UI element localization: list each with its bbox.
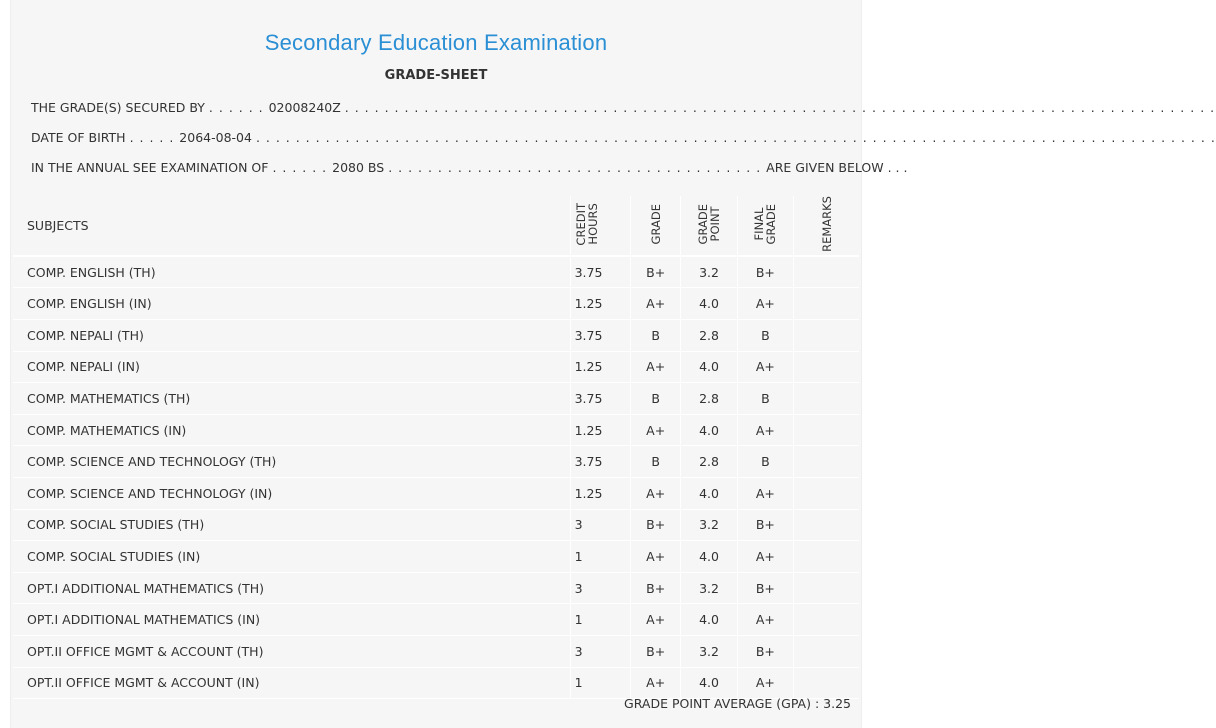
remarks-cell	[794, 320, 859, 352]
table-row	[13, 636, 859, 668]
final-grade-cell: B	[737, 383, 793, 415]
grade-point-cell: 4.0	[681, 288, 737, 320]
credit-hours-cell: 3.75	[570, 320, 630, 352]
subject-cell: COMP. ENGLISH (IN)	[13, 288, 570, 320]
grade-point-cell: 3.2	[681, 572, 737, 604]
table-row	[13, 667, 859, 699]
final-grade-cell: A+	[737, 667, 793, 699]
header-final-grade: FINAL GRADE	[737, 196, 793, 256]
table-row	[13, 414, 859, 446]
table-row	[13, 256, 859, 288]
subject-cell: OPT.I ADDITIONAL MATHEMATICS (IN)	[13, 604, 570, 636]
grade-point-cell: 4.0	[681, 478, 737, 510]
table-header-row	[13, 196, 859, 256]
final-grade-cell: B	[737, 446, 793, 478]
grade-point-cell: 4.0	[681, 667, 737, 699]
table-row	[13, 351, 859, 383]
credit-hours-cell: 1	[570, 667, 630, 699]
subject-cell: COMP. SOCIAL STUDIES (IN)	[13, 541, 570, 573]
credit-hours-cell: 3	[570, 509, 630, 541]
final-grade-cell: A+	[737, 351, 793, 383]
remarks-cell	[794, 478, 859, 510]
final-grade-cell: A+	[737, 288, 793, 320]
subject-cell: COMP. SOCIAL STUDIES (TH)	[13, 509, 570, 541]
final-grade-cell: A+	[737, 541, 793, 573]
secured-by-label: THE GRADE(S) SECURED BY	[31, 100, 205, 115]
remarks-cell	[794, 667, 859, 699]
secured-by-line: THE GRADE(S) SECURED BY . . . . . . 02008240Z . . . . . . . . . . . . . . . . . . . . . . . . . . . . . . . . . . . . . . . . . . . . . . . . . . . . . . . . . . . . . . . . . . . . . . . . . . . . . . . . . . . . . . . .	[31, 100, 1216, 115]
credit-hours-cell: 1	[570, 541, 630, 573]
grade-cell: A+	[631, 667, 681, 699]
grade-point-cell: 3.2	[681, 636, 737, 668]
header-grade-point: GRADE POINT	[681, 196, 737, 256]
credit-hours-cell: 3	[570, 636, 630, 668]
grade-cell: B	[631, 320, 681, 352]
grade-cell: A+	[631, 604, 681, 636]
remarks-cell	[794, 446, 859, 478]
symbol-number: 02008240Z	[268, 100, 341, 115]
table-row	[13, 288, 859, 320]
final-grade-cell: A+	[737, 604, 793, 636]
grade-cell: A+	[631, 478, 681, 510]
exam-year: 2080 BS	[332, 160, 385, 175]
subject-cell: COMP. NEPALI (TH)	[13, 320, 570, 352]
final-grade-cell: B+	[737, 256, 793, 288]
table-row	[13, 446, 859, 478]
subject-cell: COMP. ENGLISH (TH)	[13, 256, 570, 288]
grade-sheet	[10, 0, 1216, 728]
table-row	[13, 604, 859, 636]
dob-line: DATE OF BIRTH . . . . . 2064-08-04 . . . . . . . . . . . . . . . . . . . . . . . . . . . . . . . . . . . . . . . . . . . . . . . . . . . . . . . . . . . . . . . . . . . . . . . . . . . . . . . . . . . . . . . . . . . . . . . . .	[31, 130, 1216, 145]
table-row	[13, 478, 859, 510]
grade-cell: B	[631, 446, 681, 478]
credit-hours-cell: 1.25	[570, 414, 630, 446]
grade-point-cell: 4.0	[681, 351, 737, 383]
given-below-text: ARE GIVEN BELOW . . .	[766, 160, 908, 175]
grade-cell: A+	[631, 541, 681, 573]
remarks-cell	[794, 541, 859, 573]
table-row	[13, 541, 859, 573]
remarks-cell	[794, 351, 859, 383]
grades-table-container	[13, 196, 859, 699]
dob-value: 2064-08-04	[179, 130, 252, 145]
grade-point-cell: 3.2	[681, 509, 737, 541]
grade-point-cell: 4.0	[681, 541, 737, 573]
remarks-cell	[794, 604, 859, 636]
final-grade-cell: B+	[737, 636, 793, 668]
subject-cell: COMP. MATHEMATICS (TH)	[13, 383, 570, 415]
gpa-value: 3.25	[823, 696, 851, 711]
credit-hours-cell: 3.75	[570, 383, 630, 415]
remarks-cell	[794, 256, 859, 288]
dob-label: DATE OF BIRTH	[31, 130, 126, 145]
table-row	[13, 509, 859, 541]
subject-cell: COMP. SCIENCE AND TECHNOLOGY (TH)	[13, 446, 570, 478]
gpa-label: GRADE POINT AVERAGE (GPA) :	[624, 696, 820, 711]
grade-cell: A+	[631, 288, 681, 320]
final-grade-cell: B+	[737, 572, 793, 604]
subject-cell: COMP. MATHEMATICS (IN)	[13, 414, 570, 446]
remarks-cell	[794, 509, 859, 541]
remarks-cell	[794, 572, 859, 604]
remarks-cell	[794, 414, 859, 446]
header-subjects: SUBJECTS	[13, 196, 570, 256]
credit-hours-cell: 1	[570, 604, 630, 636]
credit-hours-cell: 1.25	[570, 351, 630, 383]
grade-point-cell: 2.8	[681, 320, 737, 352]
grade-cell: B+	[631, 509, 681, 541]
exam-line: IN THE ANNUAL SEE EXAMINATION OF . . . . . . 2080 BS . . . . . . . . . . . . . . . . . . . . . . . . . . . . . . . . . . . . . . ARE GIVEN BELOW . . .	[31, 160, 908, 175]
table-row	[13, 383, 859, 415]
grade-cell: B+	[631, 636, 681, 668]
header-grade: GRADE	[631, 196, 681, 256]
header-credit-hours: CREDIT HOURS	[570, 196, 630, 256]
grade-cell: B+	[631, 572, 681, 604]
final-grade-cell: B	[737, 320, 793, 352]
table-row	[13, 320, 859, 352]
grade-cell: A+	[631, 414, 681, 446]
gpa-line	[624, 696, 851, 711]
subject-cell: COMP. SCIENCE AND TECHNOLOGY (IN)	[13, 478, 570, 510]
grade-point-cell: 2.8	[681, 446, 737, 478]
grade-point-cell: 3.2	[681, 256, 737, 288]
table-row	[13, 572, 859, 604]
subject-cell: OPT.II OFFICE MGMT & ACCOUNT (TH)	[13, 636, 570, 668]
credit-hours-cell: 3.75	[570, 446, 630, 478]
credit-hours-cell: 3	[570, 572, 630, 604]
credit-hours-cell: 1.25	[570, 288, 630, 320]
grade-point-cell: 4.0	[681, 414, 737, 446]
final-grade-cell: B+	[737, 509, 793, 541]
subject-cell: COMP. NEPALI (IN)	[13, 351, 570, 383]
grade-cell: B	[631, 383, 681, 415]
exam-label: IN THE ANNUAL SEE EXAMINATION OF	[31, 160, 269, 175]
header-remarks: REMARKS	[794, 196, 859, 256]
grade-point-cell: 2.8	[681, 383, 737, 415]
grade-cell: B+	[631, 256, 681, 288]
grades-table	[13, 196, 859, 699]
final-grade-cell: A+	[737, 414, 793, 446]
remarks-cell	[794, 636, 859, 668]
remarks-cell	[794, 383, 859, 415]
credit-hours-cell: 3.75	[570, 256, 630, 288]
remarks-cell	[794, 288, 859, 320]
final-grade-cell: A+	[737, 478, 793, 510]
grade-point-cell: 4.0	[681, 604, 737, 636]
exam-title: Secondary Education Examination	[264, 30, 608, 55]
grade-sheet-heading: GRADE-SHEET	[384, 68, 488, 83]
subject-cell: OPT.I ADDITIONAL MATHEMATICS (TH)	[13, 572, 570, 604]
subject-cell: OPT.II OFFICE MGMT & ACCOUNT (IN)	[13, 667, 570, 699]
credit-hours-cell: 1.25	[570, 478, 630, 510]
grade-cell: A+	[631, 351, 681, 383]
